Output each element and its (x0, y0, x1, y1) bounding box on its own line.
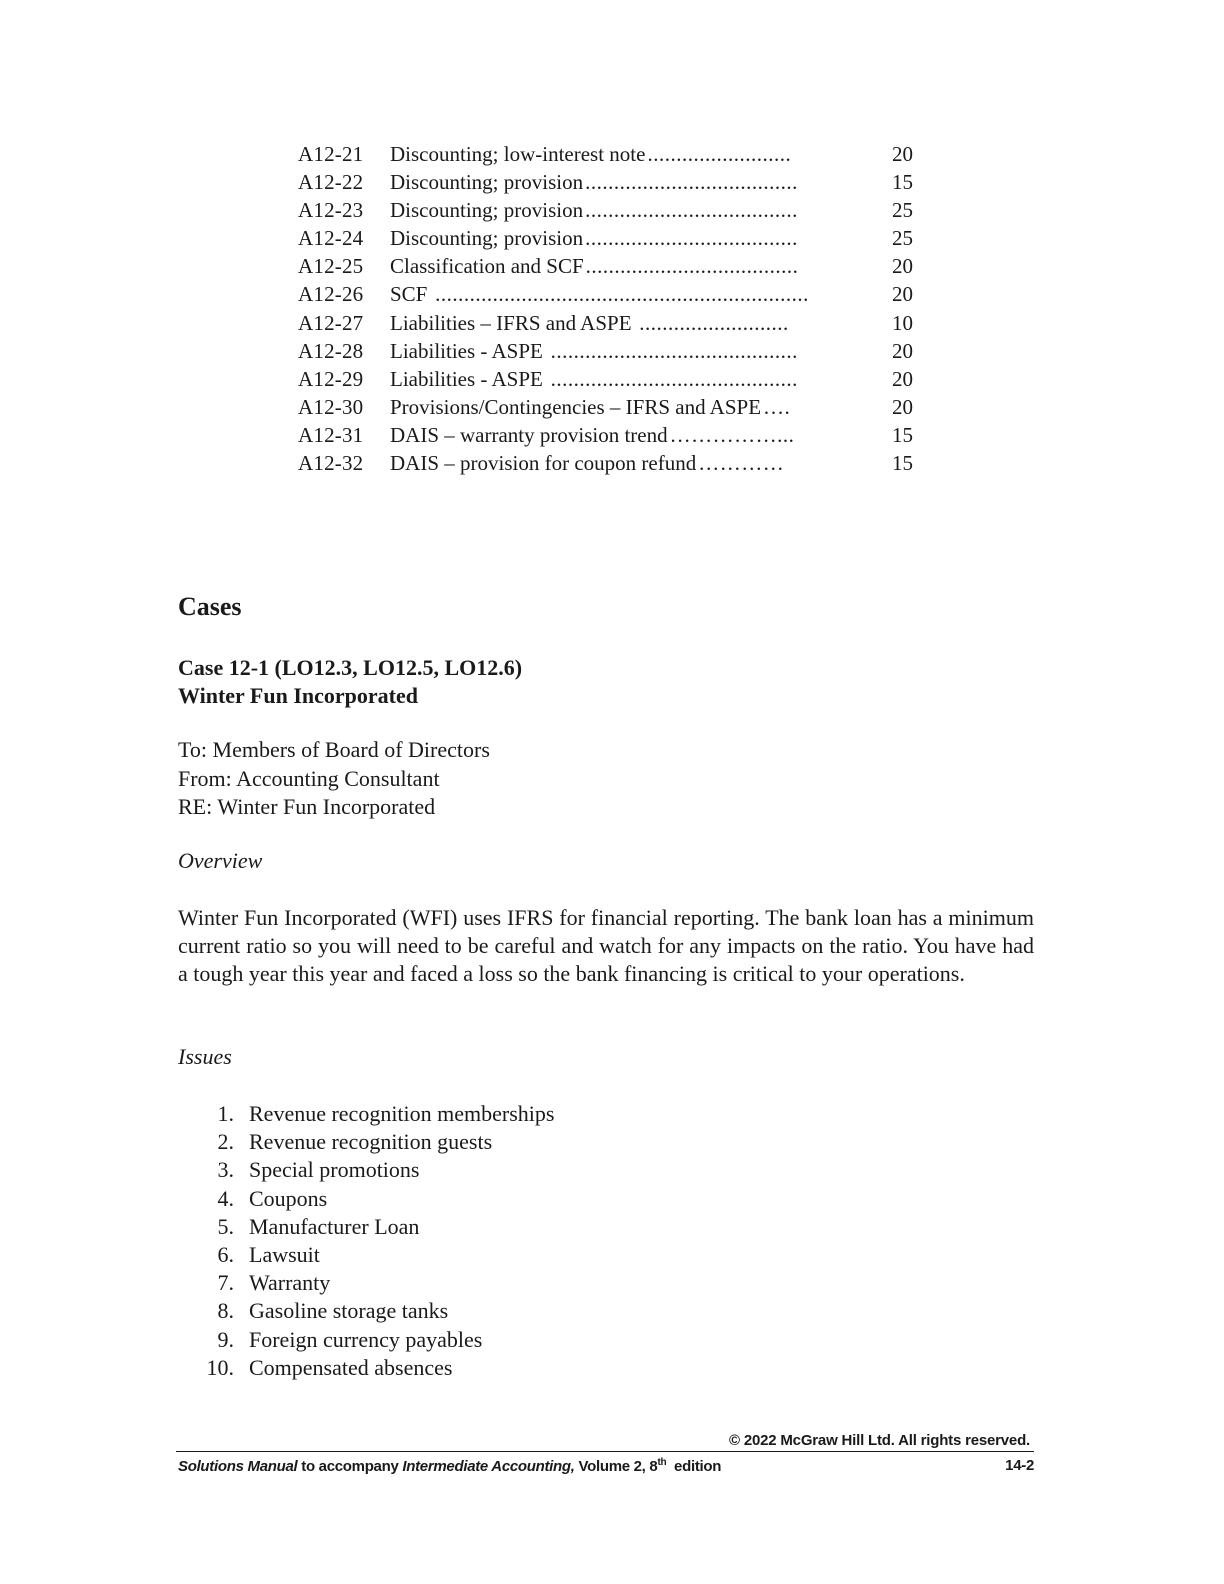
assignment-time: 20 (892, 142, 913, 166)
assignment-time: 25 (892, 198, 913, 223)
assignment-time: 15 (892, 451, 913, 476)
memo-header (178, 736, 490, 822)
case-number: Case 12-1 (LO12.3, LO12.5, LO12.6) (178, 655, 523, 680)
assignment-description (390, 449, 832, 477)
assignment-time: 20 (892, 282, 913, 307)
leader-dots: ………… (698, 451, 785, 476)
assignment-description (390, 168, 832, 196)
assignment-row (298, 168, 938, 196)
list-number: 10. (206, 1354, 234, 1380)
assignment-time: 25 (892, 226, 913, 251)
list-text: Foreign currency payables (249, 1326, 483, 1352)
assignment-description-text: Liabilities - ASPE (390, 338, 543, 363)
leader-dots: ..................................... (585, 170, 798, 195)
assignment-description (390, 421, 832, 449)
assignment-row (298, 224, 938, 252)
list-text: Warranty (249, 1270, 331, 1296)
assignment-description-text: Discounting; low-interest note (390, 142, 646, 166)
footer-edition: edition (666, 1458, 722, 1475)
assignment-time: 20 (892, 254, 913, 279)
leader-dots: ........................................... (544, 338, 798, 363)
assignment-row (298, 252, 938, 280)
assignment-code: A12-28 (298, 338, 364, 363)
assignment-description-text: Classification and SCF (390, 254, 584, 279)
list-number: 9. (217, 1326, 234, 1352)
assignment-description-text: Liabilities - ASPE (390, 366, 543, 391)
assignment-description-text: SCF (390, 282, 428, 307)
assignment-description (390, 337, 832, 365)
assignment-description-text: DAIS – provision for coupon refund (390, 451, 697, 476)
overview-paragraph: Winter Fun Incorporated (WFI) uses IFRS for financial reporting. The bank loan has a minimum current ratio so you will need to be careful and watch for any impacts on the ratio. You have had a tough year this year and faced a loss so the bank financing is critical to your operations. (178, 905, 1034, 987)
assignment-code: A12-21 (298, 142, 364, 166)
assignment-description-text: Discounting; provision (390, 198, 584, 223)
list-text: Lawsuit (249, 1241, 320, 1267)
list-text: Revenue recognition memberships (249, 1101, 555, 1126)
leader-dots: ..................................... (585, 198, 798, 223)
assignment-code: A12-24 (298, 226, 364, 251)
assignment-row (298, 393, 938, 421)
footer-copyright: © 2022 McGraw Hill Ltd. All rights reserved. (729, 1432, 1030, 1449)
leader-dots: ........................................... (544, 366, 798, 391)
list-text: Compensated absences (249, 1354, 453, 1380)
footer-text-accompany: to accompany (297, 1458, 403, 1475)
footer-title-book: Intermediate Accounting, (402, 1458, 575, 1475)
assignment-description-text: Discounting; provision (390, 226, 584, 251)
list-number: 8. (217, 1298, 234, 1324)
list-number: 4. (217, 1185, 234, 1211)
assignment-description (390, 280, 832, 308)
list-text: Gasoline storage tanks (249, 1298, 449, 1324)
assignment-description (390, 196, 832, 224)
footer-divider (176, 1451, 1034, 1452)
leader-dots: ..................................... (585, 226, 798, 251)
assignment-row (298, 280, 938, 308)
leader-dots: …. (763, 394, 791, 419)
assignment-code: A12-29 (298, 366, 364, 391)
assignment-row (298, 449, 938, 477)
footer-superscript: th (657, 1457, 667, 1468)
list-text: Coupons (249, 1185, 328, 1211)
assignment-time: 15 (892, 422, 913, 447)
assignment-code: A12-26 (298, 282, 364, 307)
assignment-code: A12-22 (298, 170, 364, 195)
assignment-row (298, 140, 938, 168)
assignment-description (390, 252, 832, 280)
list-number: 7. (217, 1270, 234, 1296)
assignment-table (298, 140, 938, 477)
case-company-name: Winter Fun Incorporated (178, 683, 418, 708)
list-number: 1. (217, 1101, 234, 1126)
leader-dots: ……………... (669, 422, 795, 447)
assignment-row (298, 421, 938, 449)
assignment-time: 20 (892, 394, 913, 419)
list-text: Manufacturer Loan (249, 1213, 420, 1239)
footer-volume: Volume 2, 8 (574, 1458, 658, 1475)
assignment-time: 15 (892, 170, 913, 195)
assignment-code: A12-23 (298, 198, 364, 223)
assignment-description (390, 365, 832, 393)
assignment-description (390, 224, 832, 252)
list-number: 2. (217, 1129, 234, 1155)
leader-dots: ..................................... (585, 254, 799, 279)
list-text: Special promotions (249, 1157, 420, 1183)
assignment-description-text: DAIS – warranty provision trend (390, 422, 668, 447)
assignment-row (298, 309, 938, 337)
leader-dots: ......................... (647, 142, 792, 166)
assignment-row (298, 365, 938, 393)
assignment-description (390, 309, 832, 337)
assignment-code: A12-25 (298, 254, 364, 279)
assignment-code: A12-32 (298, 451, 364, 476)
assignment-code: A12-31 (298, 422, 364, 447)
assignment-description (390, 140, 832, 168)
section-title: Cases (178, 592, 242, 621)
assignment-time: 10 (892, 310, 913, 335)
memo-to: To: Members of Board of Directors (178, 737, 490, 762)
assignment-time: 20 (892, 366, 913, 391)
memo-from: From: Accounting Consultant (178, 765, 440, 791)
page-number: 14-2 (1005, 1457, 1034, 1474)
overview-heading: Overview (178, 848, 263, 873)
assignment-code: A12-30 (298, 394, 364, 419)
assignment-description-text: Provisions/Contingencies – IFRS and ASPE (390, 394, 762, 419)
assignment-description-text: Discounting; provision (390, 170, 584, 195)
assignment-description-text: Liabilities – IFRS and ASPE (390, 310, 632, 335)
list-number: 6. (217, 1241, 234, 1267)
leader-dots: .......................... (633, 310, 789, 335)
list-text: Revenue recognition guests (249, 1129, 493, 1155)
assignment-code: A12-27 (298, 310, 364, 335)
assignment-row (298, 337, 938, 365)
footer-book-info (178, 1457, 1034, 1475)
assignment-description (390, 393, 850, 421)
memo-re: RE: Winter Fun Incorporated (178, 794, 436, 819)
list-number: 3. (217, 1157, 234, 1183)
list-number: 5. (217, 1213, 234, 1239)
assignment-row (298, 196, 938, 224)
issues-heading: Issues (178, 1044, 232, 1069)
assignment-time: 20 (892, 338, 913, 363)
leader-dots: ................................................................. (429, 282, 809, 307)
case-heading (178, 654, 522, 710)
footer-title-solutions: Solutions Manual (178, 1458, 298, 1475)
